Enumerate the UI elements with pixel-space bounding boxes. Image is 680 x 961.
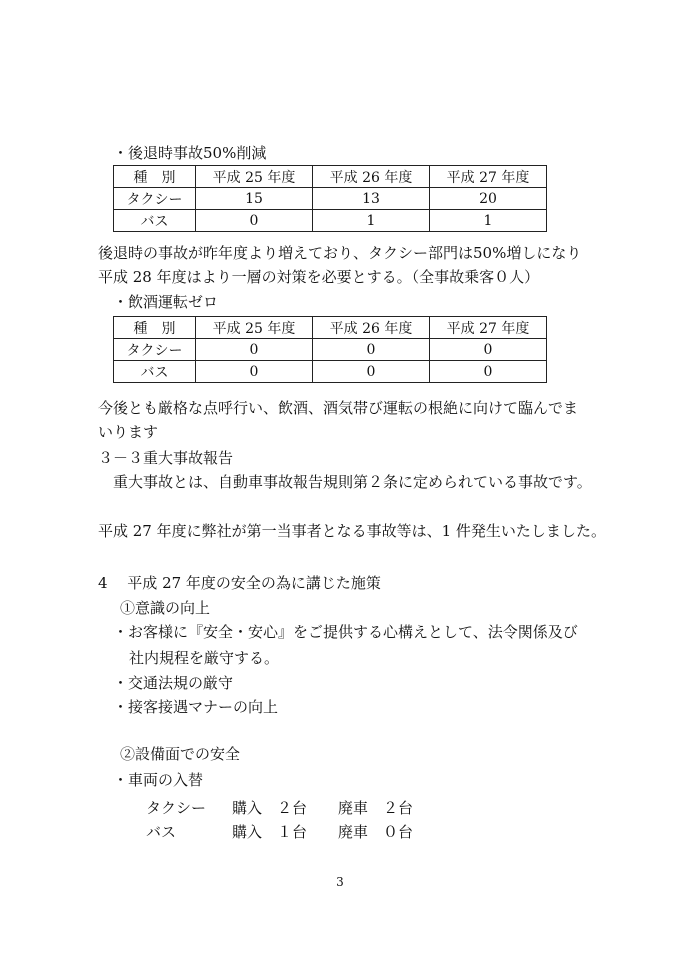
paragraph-line: 後退時の事故が昨年度より増えており、タクシー部門は50%増しになり (98, 244, 582, 262)
table-header-cell: 平成 27 年度 (430, 317, 547, 339)
table-header-cell: 平成 26 年度 (313, 166, 430, 188)
table-cell: タクシー (114, 188, 196, 210)
table-cell: バス (114, 210, 196, 232)
table-cell: 1 (430, 210, 547, 232)
section-heading-drunk-driving: ・飲酒運転ゼロ (113, 293, 219, 311)
bullet-item: ・接客接遇マナーの向上 (113, 698, 279, 716)
bullet-item: ・交通法規の厳守 (113, 674, 234, 692)
section-heading-safety-measures: 4 平成 27 年度の安全の為に講じた施策 (98, 574, 381, 592)
paragraph-line: 今後とも厳格な点呼行い、飲酒、酒気帯び運転の根絶に向けて臨んでま (98, 399, 579, 417)
table-header-cell: 平成 26 年度 (313, 317, 430, 339)
vehicle-scrap: 廃車 ２台 (338, 799, 414, 817)
table-cell: 15 (196, 188, 313, 210)
table-cell: 20 (430, 188, 547, 210)
paragraph-line: いります (98, 423, 159, 441)
table-cell: タクシー (114, 339, 196, 361)
vehicle-type: バス (146, 823, 177, 841)
subsection-heading: ②設備面での安全 (120, 745, 241, 763)
table-row (114, 361, 547, 383)
table-cell: 0 (430, 361, 547, 383)
vehicle-scrap: 廃車 ０台 (338, 823, 414, 841)
paragraph-line: 平成 28 年度はより一層の対策を必要とする。（全事故乗客０人） (98, 268, 540, 286)
table-header-cell: 種 別 (114, 166, 196, 188)
subsection-heading: ①意識の向上 (120, 599, 211, 617)
drunk-driving-table (113, 316, 547, 383)
paragraph-line: 重大事故とは、自動車事故報告規則第２条に定められている事故です。 (113, 473, 592, 491)
table-cell: 0 (196, 210, 313, 232)
table-cell: 0 (196, 361, 313, 383)
bullet-item: ・車両の入替 (113, 771, 204, 789)
backing-accident-table (113, 165, 547, 232)
vehicle-type: タクシー (146, 799, 207, 817)
bullet-continuation: 社内規程を厳守する。 (129, 649, 280, 667)
table-row (114, 339, 547, 361)
page-number: 3 (336, 875, 344, 889)
table-cell: 0 (430, 339, 547, 361)
table-row (114, 210, 547, 232)
section-heading-backing-accidents: ・後退時事故50%削減 (113, 144, 267, 162)
table-header-cell: 平成 25 年度 (196, 166, 313, 188)
table-header-row (114, 166, 547, 188)
table-header-cell: 平成 27 年度 (430, 166, 547, 188)
table-cell: 0 (196, 339, 313, 361)
table-header-row (114, 317, 547, 339)
vehicle-purchase: 購入 ２台 (232, 799, 308, 817)
paragraph-line: 平成 27 年度に弊社が第一当事者となる事故等は、1 件発生いたしました。 (98, 522, 606, 540)
bullet-item: ・お客様に『安全・安心』をご提供する心構えとして、法令関係及び (113, 623, 578, 641)
table-header-cell: 平成 25 年度 (196, 317, 313, 339)
table-cell: 1 (313, 210, 430, 232)
table-cell: 0 (313, 339, 430, 361)
table-cell: 0 (313, 361, 430, 383)
table-cell: バス (114, 361, 196, 383)
table-cell: 13 (313, 188, 430, 210)
table-header-cell: 種 別 (114, 317, 196, 339)
vehicle-purchase: 購入 １台 (232, 823, 308, 841)
table-row (114, 188, 547, 210)
section-heading-serious-accidents: ３－３重大事故報告 (98, 449, 234, 467)
